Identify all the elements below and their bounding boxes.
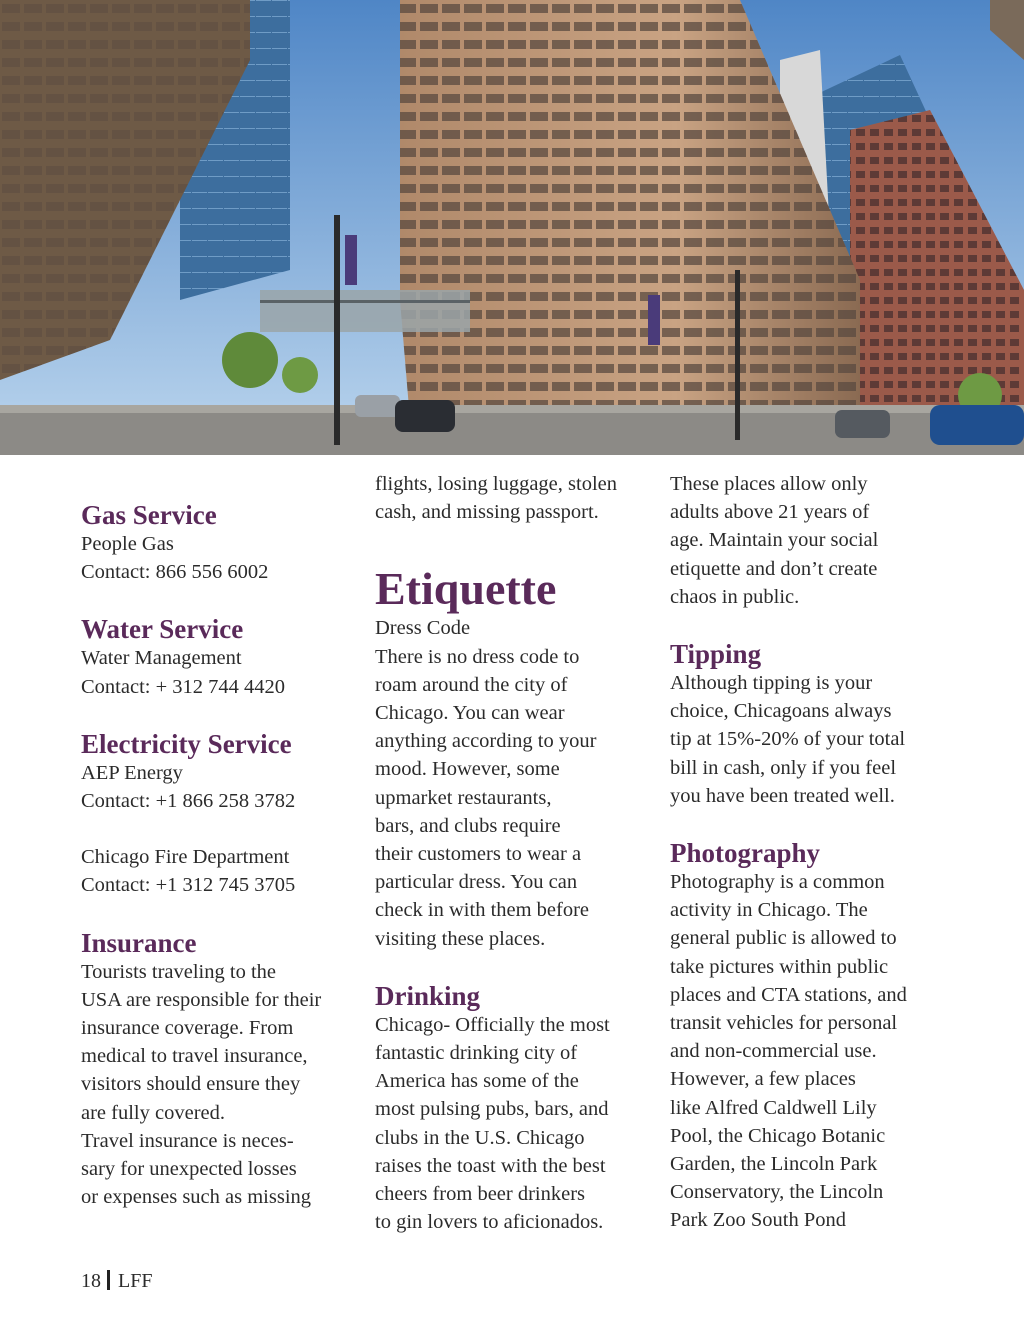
insurance-line: sary for unexpected losses <box>81 1158 297 1181</box>
drinking-line: to gin lovers to aficionados. <box>375 1211 604 1234</box>
tipping-line: bill in cash, only if you feel <box>670 756 897 779</box>
water-service-heading: Water Service <box>81 614 244 645</box>
water-provider: Water Management <box>81 647 242 670</box>
etiquette-heading: Etiquette <box>375 563 557 615</box>
drinking-continued-line: These places allow only <box>670 473 868 495</box>
drinking-continued-line: age. Maintain your social <box>670 529 879 552</box>
gas-contact: Contact: 866 556 6002 <box>81 561 269 584</box>
insurance-continued-line: cash, and missing passport. <box>375 501 599 524</box>
drinking-line: most pulsing pubs, bars, and <box>375 1098 609 1121</box>
photography-line: general public is allowed to <box>670 927 897 950</box>
dress-code-line: check in with them before <box>375 899 590 922</box>
tipping-line: tip at 15%-20% of your total <box>670 728 906 751</box>
photography-line: Photography is a common <box>670 871 885 894</box>
photography-line: places and CTA stations, and <box>670 983 907 1006</box>
dress-code-line: roam around the city of <box>375 673 568 696</box>
electricity-service-heading: Electricity Service <box>81 728 292 759</box>
tipping-line: Although tipping is your <box>670 672 873 695</box>
insurance-line: visitors should ensure they <box>81 1073 301 1096</box>
photography-line: and non-commercial use. <box>670 1040 877 1063</box>
dress-code-line: visiting these places. <box>375 927 546 950</box>
insurance-line: or expenses such as missing <box>81 1186 312 1209</box>
electricity-contact: Contact: +1 866 258 3782 <box>81 790 296 813</box>
drinking-continued-line: adults above 21 years of <box>670 501 870 524</box>
insurance-heading: Insurance <box>81 927 197 958</box>
drinking-line: clubs in the U.S. Chicago <box>375 1126 585 1149</box>
insurance-line: are fully covered. <box>81 1101 225 1124</box>
drinking-heading: Drinking <box>375 980 481 1011</box>
tipping-line: choice, Chicagoans always <box>670 700 892 723</box>
photography-line: activity in Chicago. The <box>670 899 868 922</box>
drinking-line: fantastic drinking city of <box>375 1042 578 1065</box>
dress-code-line: particular dress. You can <box>375 871 578 894</box>
drinking-continued-line: chaos in public. <box>670 585 800 608</box>
drinking-line: Chicago- Officially the most <box>375 1013 610 1036</box>
fire-department: Chicago Fire Department <box>81 846 290 869</box>
dress-code-subtitle: Dress Code <box>375 617 471 640</box>
dress-code-line: upmarket restaurants, <box>375 786 552 809</box>
dress-code-line: mood. However, some <box>375 758 560 781</box>
city-street-photo-icon <box>0 0 1024 455</box>
dress-code-line: Chicago. You can wear <box>375 702 565 725</box>
page-number: 18 <box>81 1270 101 1292</box>
insurance-line: USA are responsible for their <box>81 988 322 1011</box>
column-tipping-photography <box>670 470 945 1235</box>
tipping-line: you have been treated well. <box>670 784 895 807</box>
insurance-continued-line: flights, losing luggage, stolen <box>375 473 617 495</box>
fire-contact: Contact: +1 312 745 3705 <box>81 874 296 897</box>
photography-line: Conservatory, the Lincoln <box>670 1181 884 1204</box>
dress-code-line: There is no dress code to <box>375 645 580 668</box>
drinking-continued-line: etiquette and don’t create <box>670 557 878 580</box>
insurance-line: medical to travel insurance, <box>81 1045 308 1068</box>
photography-line: Park Zoo South Pond <box>670 1209 846 1232</box>
insurance-line: Travel insurance is neces- <box>81 1129 294 1152</box>
gas-provider: People Gas <box>81 533 174 555</box>
photography-line: like Alfred Caldwell Lily <box>670 1096 877 1119</box>
photography-line: However, a few places <box>670 1068 856 1091</box>
insurance-line: insurance coverage. From <box>81 1017 294 1040</box>
drinking-line: cheers from beer drinkers <box>375 1183 586 1206</box>
column-etiquette <box>375 470 650 1236</box>
page-footer <box>81 1270 152 1293</box>
dress-code-line: anything according to your <box>375 730 597 753</box>
column-utilities <box>81 500 356 1211</box>
water-contact: Contact: + 312 744 4420 <box>81 675 286 698</box>
photography-line: Garden, the Lincoln Park <box>670 1153 878 1176</box>
footer-divider <box>107 1270 110 1290</box>
publication-name: LFF <box>118 1270 153 1292</box>
dress-code-line: their customers to wear a <box>375 843 582 866</box>
drinking-line: raises the toast with the best <box>375 1154 606 1177</box>
electricity-provider: AEP Energy <box>81 761 183 784</box>
insurance-line: Tourists traveling to the <box>81 960 276 983</box>
drinking-line: America has some of the <box>375 1070 579 1093</box>
dress-code-line: bars, and clubs require <box>375 814 561 837</box>
tipping-heading: Tipping <box>670 639 762 670</box>
photography-heading: Photography <box>670 838 821 869</box>
photography-line: transit vehicles for personal <box>670 1012 898 1035</box>
photography-line: take pictures within public <box>670 955 889 978</box>
gas-service-heading: Gas Service <box>81 500 217 530</box>
hero-photo <box>0 0 1024 455</box>
photography-line: Pool, the Chicago Botanic <box>670 1124 886 1147</box>
